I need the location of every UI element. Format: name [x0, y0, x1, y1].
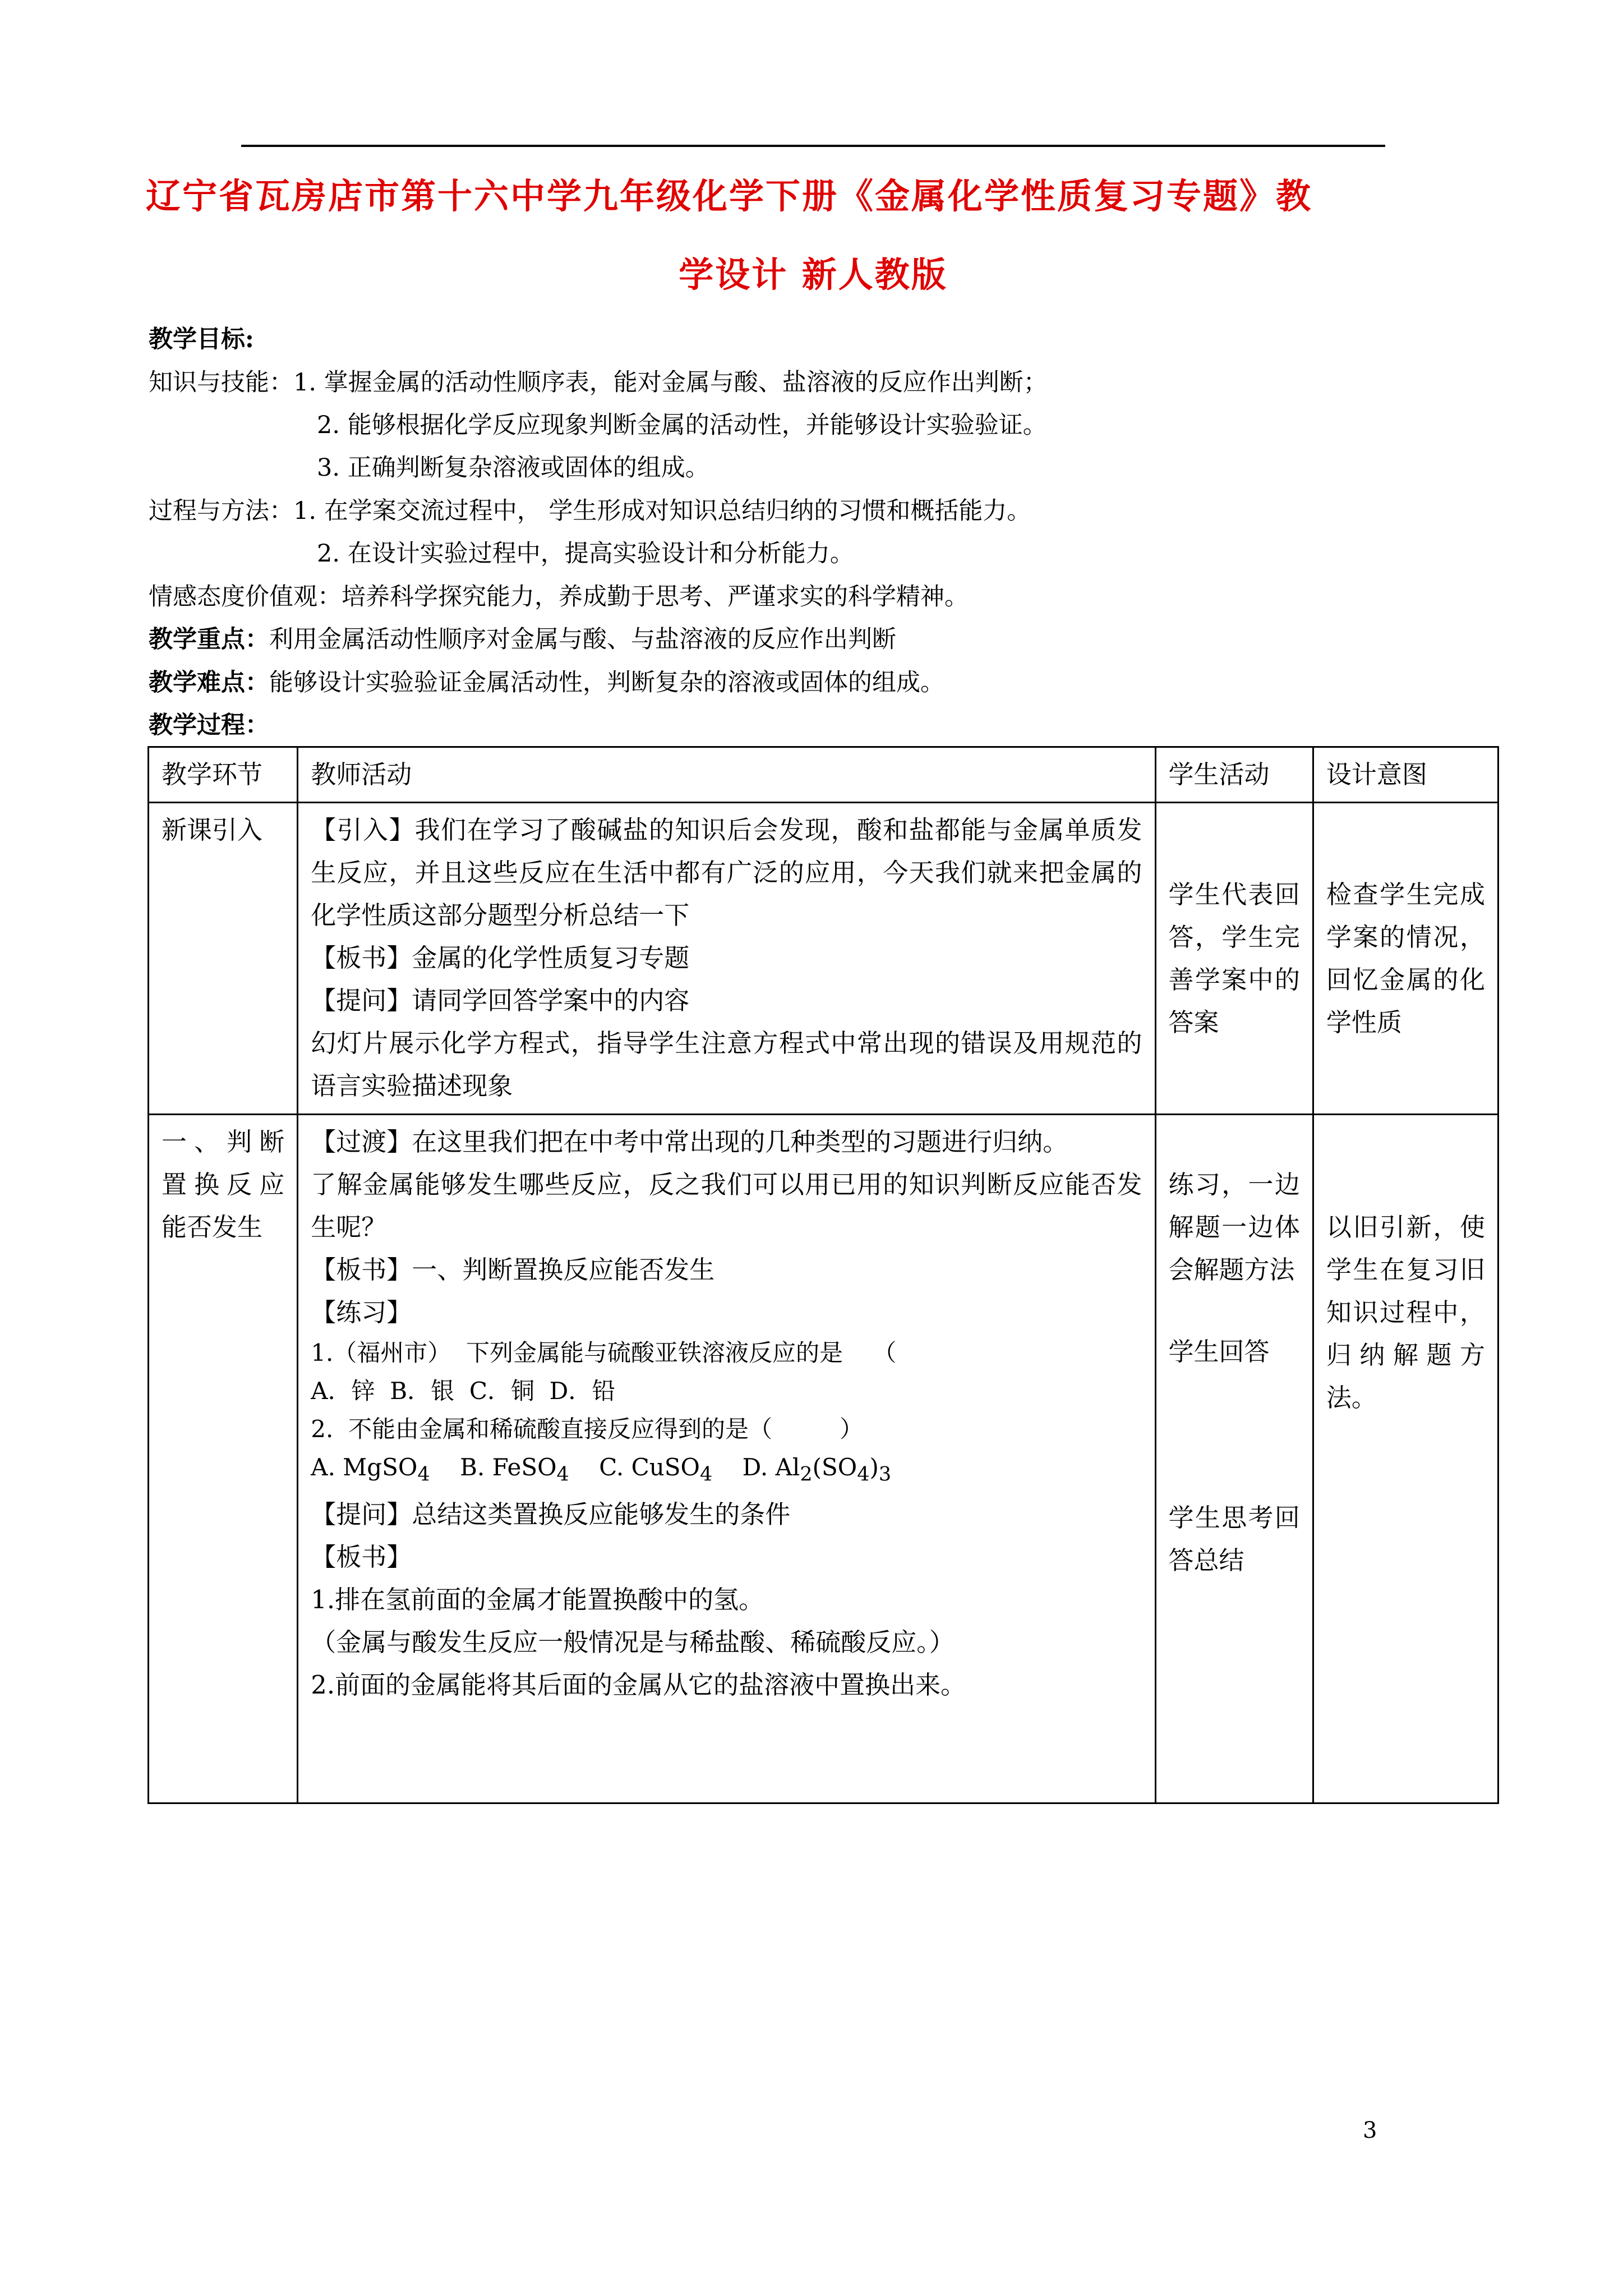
row2-student-b: 学生回答	[1168, 1337, 1270, 1366]
header-intent: 设计意图	[1313, 747, 1498, 803]
row2-intent-text: 以旧引新，使学生在复习旧知识过程中，归纳解题方法。	[1326, 1212, 1485, 1412]
knowledge-item-2: 2. 能够根据化学反应现象判断金属的活动性，并能够设计实验验证。	[317, 411, 1047, 439]
row2-q2: 2. 不能由金属和稀硫酸直接反应得到的是（ ）	[311, 1415, 864, 1443]
q2-option-c: C. CuSO	[599, 1453, 700, 1481]
row1-intent	[1313, 803, 1498, 1115]
row2-board1: 【板书】一、判断置换反应能否发生	[311, 1255, 715, 1285]
difficulty-row	[149, 661, 944, 704]
row2-q1-options: A．锌 B．银 C．铜 D．铅	[311, 1377, 616, 1405]
key-point-label: 教学重点：	[149, 625, 269, 654]
q2-option-c-sub: 4	[699, 1463, 713, 1486]
row1-student	[1155, 803, 1313, 1115]
q2-option-b: B. FeSO	[460, 1453, 557, 1481]
row2-rule1-note: （金属与酸发生反应一般情况是与稀盐酸、稀硫酸反应。）	[311, 1627, 955, 1658]
row2-intent	[1313, 1115, 1498, 1803]
row2-stage-text: 一、判断置换反应能否发生	[162, 1127, 285, 1242]
row2-student	[1155, 1115, 1313, 1803]
process-heading: 教学过程：	[149, 711, 269, 739]
q2-option-d-sub2: 2	[800, 1463, 813, 1486]
process-label: 过程与方法：	[149, 497, 293, 525]
header-stage: 教学环节	[149, 747, 298, 803]
row1-intent-text: 检查学生完成学案的情况，回忆金属的化学性质	[1326, 879, 1485, 1037]
page-number: 3	[1363, 2118, 1377, 2143]
row1-teacher-question: 【提问】请同学回答学案中的内容	[311, 986, 690, 1015]
table-row	[149, 1115, 1498, 1803]
q2-option-a-sub: 4	[417, 1463, 430, 1486]
q2-option-b-sub: 4	[556, 1463, 569, 1486]
knowledge-item-1: 1. 掌握金属的活动性顺序表，能对金属与酸、盐溶液的反应作出判断；	[293, 369, 1048, 397]
row2-stage	[149, 1115, 298, 1803]
row2-transition: 【过渡】在这里我们把在中考中常出现的几种类型的习题进行归纳。	[311, 1127, 1068, 1157]
row2-question: 了解金属能够发生哪些反应，反之我们可以用已用的知识判断反应能否发生呢？	[311, 1170, 1142, 1242]
row2-teacher	[298, 1115, 1155, 1803]
row2-board2: 【板书】	[311, 1542, 412, 1572]
difficulty-text: 能够设计实验验证金属活动性，判断复杂的溶液或固体的组成。	[269, 669, 944, 697]
q2-option-a: A. MgSO	[311, 1453, 418, 1481]
row2-student-c: 学生思考回答总结	[1168, 1503, 1300, 1575]
row2-q1: 1.（福州市） 下列金属能与硫酸亚铁溶液反应的是 （	[311, 1339, 897, 1366]
row1-teacher	[298, 803, 1155, 1115]
process-row	[149, 490, 1031, 532]
row1-teacher-slides: 幻灯片展示化学方程式，指导学生注意方程式中常出现的错误及用规范的语言实验描述现象	[311, 1028, 1142, 1101]
row2-practice: 【练习】	[311, 1297, 412, 1327]
header-rule	[241, 145, 1385, 147]
row2-rule2: 2.前面的金属能将其后面的金属从它的盐溶液中置换出来。	[311, 1670, 966, 1700]
difficulty-label: 教学难点：	[149, 669, 269, 697]
knowledge-item-3: 3. 正确判断复杂溶液或固体的组成。	[317, 454, 709, 482]
objectives-heading: 教学目标:	[149, 325, 254, 353]
header-student: 学生活动	[1155, 747, 1313, 803]
row2-ask: 【提问】总结这类置换反应能够发生的条件	[311, 1499, 791, 1530]
row1-teacher-board: 【板书】金属的化学性质复习专题	[311, 943, 690, 973]
q2-option-d-close: )	[869, 1453, 879, 1481]
table-header-row	[149, 747, 1498, 803]
q2-option-d-sub4: 4	[857, 1463, 870, 1486]
q2-option-d-sub3: 3	[878, 1463, 892, 1486]
knowledge-row	[149, 361, 1048, 404]
process-item-2: 2. 在设计实验过程中，提高实验设计和分析能力。	[317, 540, 854, 568]
process-item-1: 1. 在学案交流过程中， 学生形成对知识总结归纳的习惯和概括能力。	[293, 497, 1031, 525]
document-title-line2: 学设计 新人教版	[679, 254, 948, 295]
document-title-line1: 辽宁省瓦房店市第十六中学九年级化学下册《金属化学性质复习专题》教	[146, 176, 1313, 217]
q2-option-d-paren: (SO	[812, 1453, 857, 1481]
row2-student-a: 练习，一边解题一边体会解题方法	[1168, 1170, 1300, 1285]
emotion-line: 情感态度价值观：培养科学探究能力，养成勤于思考、严谨求实的科学精神。	[149, 583, 969, 611]
key-point-text: 利用金属活动性顺序对金属与酸、与盐溶液的反应作出判断	[269, 625, 896, 654]
q2-option-d: D. Al	[742, 1453, 800, 1481]
table-row	[149, 803, 1498, 1115]
lesson-plan-table	[147, 746, 1499, 1804]
row1-teacher-intro: 【引入】我们在学习了酸碱盐的知识后会发现，酸和盐都能与金属单质发生反应，并且这些反应在生活中都有广泛的应用，今天我们就来把金属的化学性质这部分题型分析总结一下	[311, 815, 1142, 930]
key-point-row	[149, 618, 896, 661]
row2-rule1: 1.排在氢前面的金属才能置换酸中的氢。	[311, 1585, 764, 1615]
row1-student-text: 学生代表回答，学生完善学案中的答案	[1168, 879, 1300, 1037]
row2-q2-options	[311, 1448, 1142, 1493]
row1-stage: 新课引入	[149, 803, 298, 1115]
header-teacher: 教师活动	[298, 747, 1155, 803]
knowledge-label: 知识与技能：	[149, 369, 293, 397]
